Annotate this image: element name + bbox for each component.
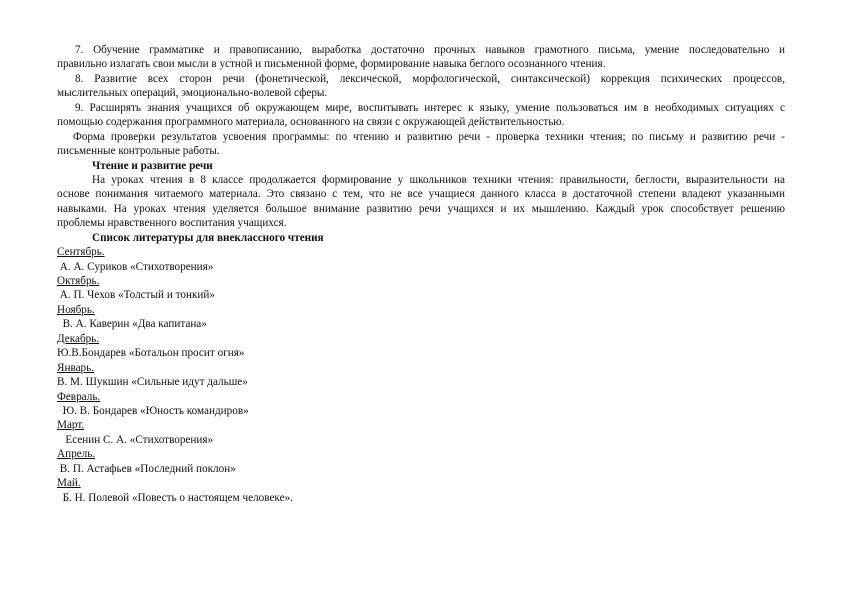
book-entry: Ю. В. Бондарев «Юность командиров» (57, 404, 249, 417)
text-line: проблемы нравственного воспитания учащихся. (57, 217, 287, 230)
goal-item-8 (57, 72, 785, 101)
text-line: Форма проверки результатов усвоения программы: по чтению и развитию речи - проверка техники чтения; по письму и развитию речи - (73, 130, 785, 143)
literature-heading: Список литературы для внеклассного чтения (92, 231, 324, 244)
text-line: навыками. На уроках чтения уделяется большое внимание развитию речи учащихся и их мышлению. Каждый урок способствует решению (57, 202, 785, 215)
book-entry: А. П. Чехов «Толстый и тонкий» (57, 289, 215, 302)
text-line: правильно излагать свои мысли в устной и письменной форме, формирование навыка беглого осознанного чтения. (57, 58, 606, 71)
reading-heading: Чтение и развитие речи (92, 159, 213, 172)
month-label: Октябрь. (57, 275, 100, 287)
book-entry: А. А. Суриков «Стихотворения» (57, 260, 214, 273)
document-page (57, 43, 785, 505)
book-entry: Б. Н. Полевой «Повесть о настоящем человеке». (57, 491, 293, 504)
text-line: письменные контрольные работы. (57, 145, 220, 158)
text-line: 9. Расширять знания учащихся об окружающем мире, воспитывать интерес к языку, умение пользоваться им в необходимых ситуациях с (75, 101, 785, 114)
form-paragraph (57, 130, 785, 159)
text-line: основе понимания читаемого материала. Это связано с тем, что не все учащиеся данного класса в достаточной степени владеют указанными (57, 188, 785, 201)
reading-paragraph (57, 173, 785, 231)
text-line: помощью содержания программного материала, основанного на связи с окружающей действительностью. (57, 116, 565, 129)
month-label: Ноябрь. (57, 303, 95, 316)
month-label: Март. (57, 419, 85, 432)
literature-list (57, 245, 785, 505)
goal-item-9 (57, 101, 785, 130)
goal-item-7 (57, 43, 785, 72)
month-label: Декабрь. (57, 332, 100, 345)
text-line: 8. Развитие всех сторон речи (фонетической, лексической, морфологической, синтаксической) коррекция психических процессов, (75, 72, 785, 85)
text-line: 7. Обучение грамматике и правописанию, выработка достаточно прочных навыков грамотного письма, умение последовательно и (75, 44, 785, 56)
text-line: мыслительных операций, эмоционально-волевой сферы. (57, 87, 328, 100)
month-label: Май. (57, 477, 81, 490)
book-entry: В. А. Каверин «Два капитана» (57, 318, 207, 331)
book-entry: В. П. Астафьев «Последний поклон» (57, 462, 236, 475)
book-entry: Есенин С. А. «Стихотворения» (57, 433, 214, 446)
book-entry: Ю.В.Бондарев «Ботальон просит огня» (57, 347, 245, 360)
month-label: Январь. (57, 361, 95, 374)
text-line: На уроках чтения в 8 классе продолжается формирование у школьников техники чтения: правильности, беглости, выразительности на (92, 173, 785, 186)
month-label: Сентябрь. (57, 246, 105, 259)
month-label: Февраль. (57, 390, 101, 403)
month-label: Апрель. (57, 448, 96, 461)
book-entry: В. М. Шукшин «Сильные идут дальше» (57, 376, 248, 389)
